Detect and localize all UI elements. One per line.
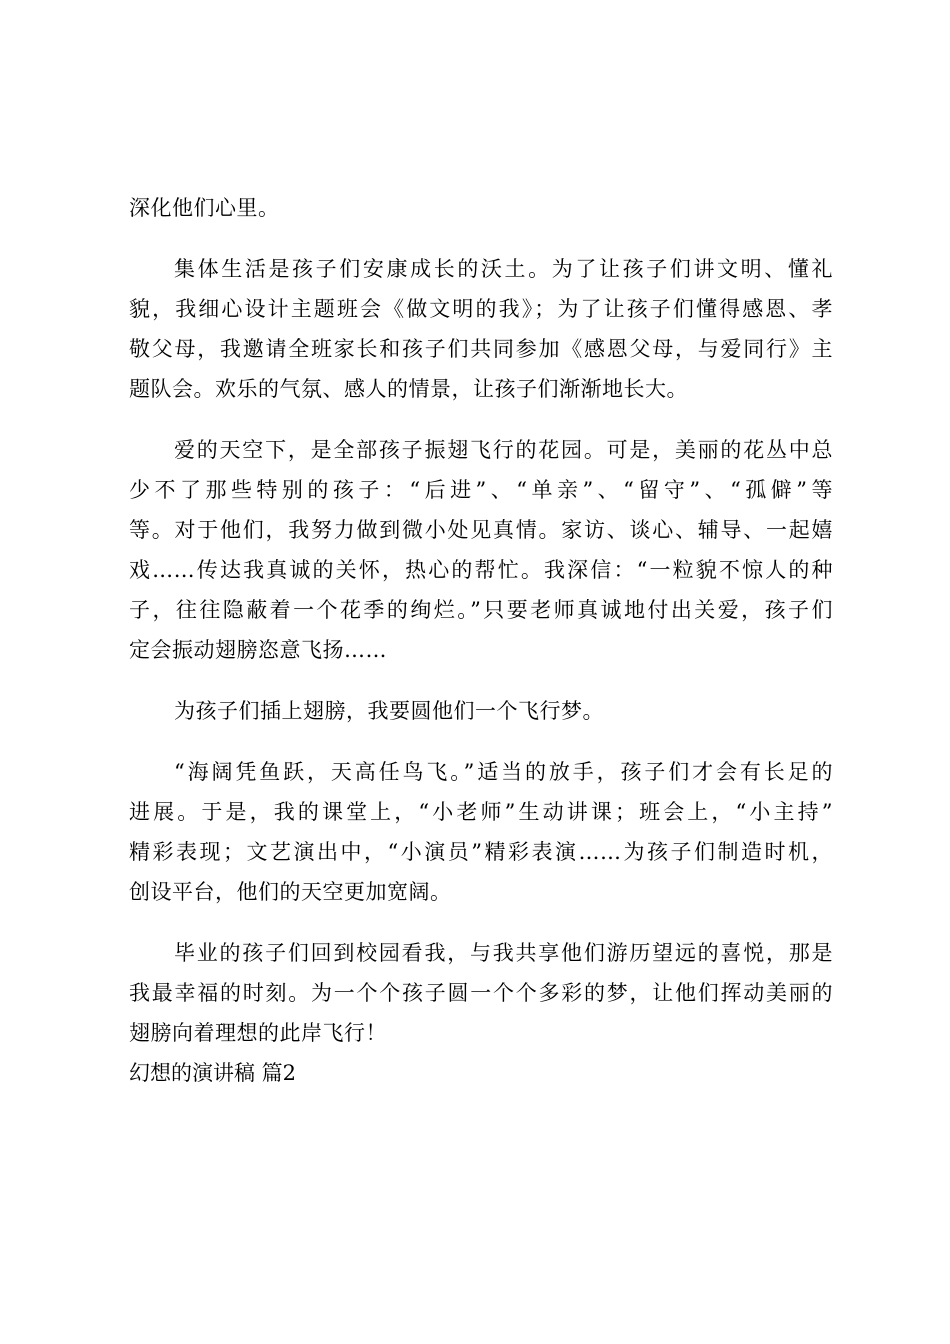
text-line: 等。对于他们，我努力做到微小处见真情。家访、谈心、辅导、一起嬉 bbox=[129, 518, 833, 542]
paragraph bbox=[129, 249, 833, 409]
text-line: 爱的天空下，是全部孩子振翅飞行的花园。可是，美丽的花丛中总 bbox=[174, 438, 833, 462]
text-line: 进展。于是，我的课堂上，“小老师”生动讲课；班会上，“小主持” bbox=[129, 800, 833, 824]
paragraph bbox=[129, 430, 833, 670]
text-line: 集体生活是孩子们安康成长的沃土。为了让孩子们讲文明、懂礼 bbox=[174, 257, 833, 281]
text-line: 题队会。欢乐的气氛、感人的情景，让孩子们渐渐地长大。 bbox=[129, 377, 688, 401]
text-line: 戏……传达我真诚的关怀，热心的帮忙。我深信：“一粒貌不惊人的种 bbox=[129, 558, 833, 582]
text-line: 创设平台，他们的天空更加宽阔。 bbox=[129, 880, 452, 904]
text-line: 毕业的孩子们回到校园看我，与我共享他们游历望远的喜悦，那是 bbox=[174, 941, 833, 965]
text-line: 少不了那些特别的孩子：“后进”、“单亲”、“留守”、“孤僻”等 bbox=[129, 478, 833, 502]
text-line: 定会振动翅膀恣意飞扬…… bbox=[129, 638, 387, 662]
text-line: 子，往往隐蔽着一个花季的绚烂。”只要老师真诚地付出关爱，孩子们 bbox=[129, 598, 833, 622]
paragraph bbox=[129, 188, 833, 228]
text-line: “海阔凭鱼跃，天高任鸟飞。”适当的放手，孩子们才会有长足的 bbox=[174, 760, 833, 784]
document-body bbox=[129, 188, 833, 1093]
section-heading: 幻想的演讲稿 篇2 bbox=[129, 1061, 297, 1085]
text-line: 为孩子们插上翅膀，我要圆他们一个飞行梦。 bbox=[174, 699, 604, 723]
text-line: 精彩表现；文艺演出中，“小演员”精彩表演……为孩子们制造时机， bbox=[129, 840, 833, 864]
text-line: 深化他们心里。 bbox=[129, 196, 280, 220]
paragraph bbox=[129, 933, 833, 1053]
text-line: 翅膀向着理想的此岸飞行！ bbox=[129, 1021, 387, 1045]
paragraph bbox=[129, 691, 833, 731]
text-line: 貌，我细心设计主题班会《做文明的我》；为了让孩子们懂得感恩、孝 bbox=[129, 297, 833, 321]
text-line: 敬父母，我邀请全班家长和孩子们共同参加《感恩父母，与爱同行》主 bbox=[129, 337, 833, 361]
text-line: 我最幸福的时刻。为一个个孩子圆一个个多彩的梦，让他们挥动美丽的 bbox=[129, 981, 833, 1005]
paragraph bbox=[129, 752, 833, 912]
